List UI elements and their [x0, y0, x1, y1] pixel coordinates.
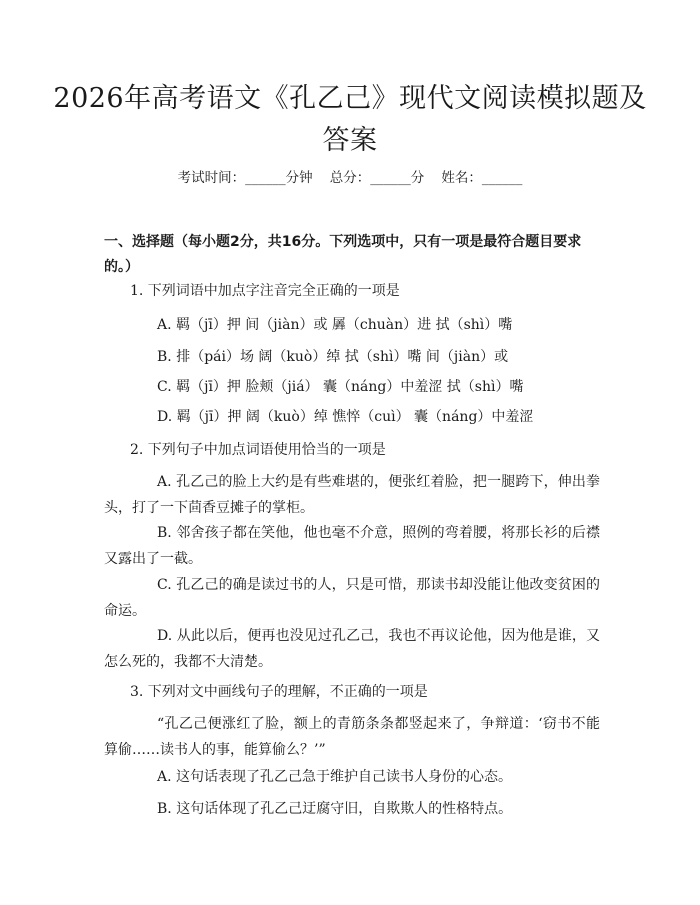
question-3-stem: 3. 下列对文中画线句子的理解，不正确的一项是	[130, 684, 428, 700]
question-2-stem: 2. 下列句子中加点词语使用恰当的一项是	[130, 442, 386, 458]
question-3-option-a: A. 这句话表现了孔乙己急于维护自己读书人身份的心态。	[157, 769, 513, 785]
page-title: 2026年高考语文《孔乙己》现代文阅读模拟题及答案	[53, 83, 647, 156]
question-2-option-d: D. 从此以后，便再也没见过孔乙己，我也不再议论他，因为他是谁，又怎么死的，我都不大清楚。	[104, 628, 600, 670]
question-1-stem: 1. 下列词语中加点字注音完全正确的一项是	[130, 283, 400, 299]
section-heading: 一、选择题（每小题2分，共16分。下列选项中，只有一项是最符合题目要求的。）	[104, 234, 582, 275]
question-3-option-b: B. 这句话体现了孔乙己迂腐守旧，自欺欺人的性格特点。	[157, 801, 513, 817]
question-1-option-d: D. 羁（jī）押 阔（kuò）绰 憔悴（cuì） 囊（náng）中羞涩	[157, 409, 534, 425]
question-3-quote: “孔乙己便涨红了脸，额上的青筋条条都竖起来了，争辩道：‘窃书不能算偷……读书人的事，能算偷么？’”	[104, 716, 600, 758]
question-2-option-b: B. 邻舍孩子都在笑他，他也毫不介意，照例的弯着腰，将那长衫的后襟又露出了一截。	[104, 525, 600, 567]
question-2-option-c: C. 孔乙己的确是读过书的人，只是可惜，那读书却没能让他改变贫困的命运。	[104, 577, 600, 619]
question-1-option-c: C. 羁（jī）押 脸颊（jiá） 囊（náng）中羞涩 拭（shì）嘴	[157, 379, 524, 395]
question-1-option-b: B. 排（pái）场 阔（kuò）绰 拭（shì）嘴 间（jiàn）或	[157, 349, 509, 365]
exam-meta: 考试时间：______分钟 总分：______分 姓名：______	[177, 170, 523, 186]
question-1-option-a: A. 羁（jī）押 间（jiàn）或 羼（chuàn）进 拭（shì）嘴	[157, 317, 513, 333]
question-2-option-a: A. 孔乙己的脸上大约是有些难堪的，便张红着脸，把一腿跨下，伸出拳头，打了一下茴香豆摊子的掌柜。	[104, 474, 600, 516]
